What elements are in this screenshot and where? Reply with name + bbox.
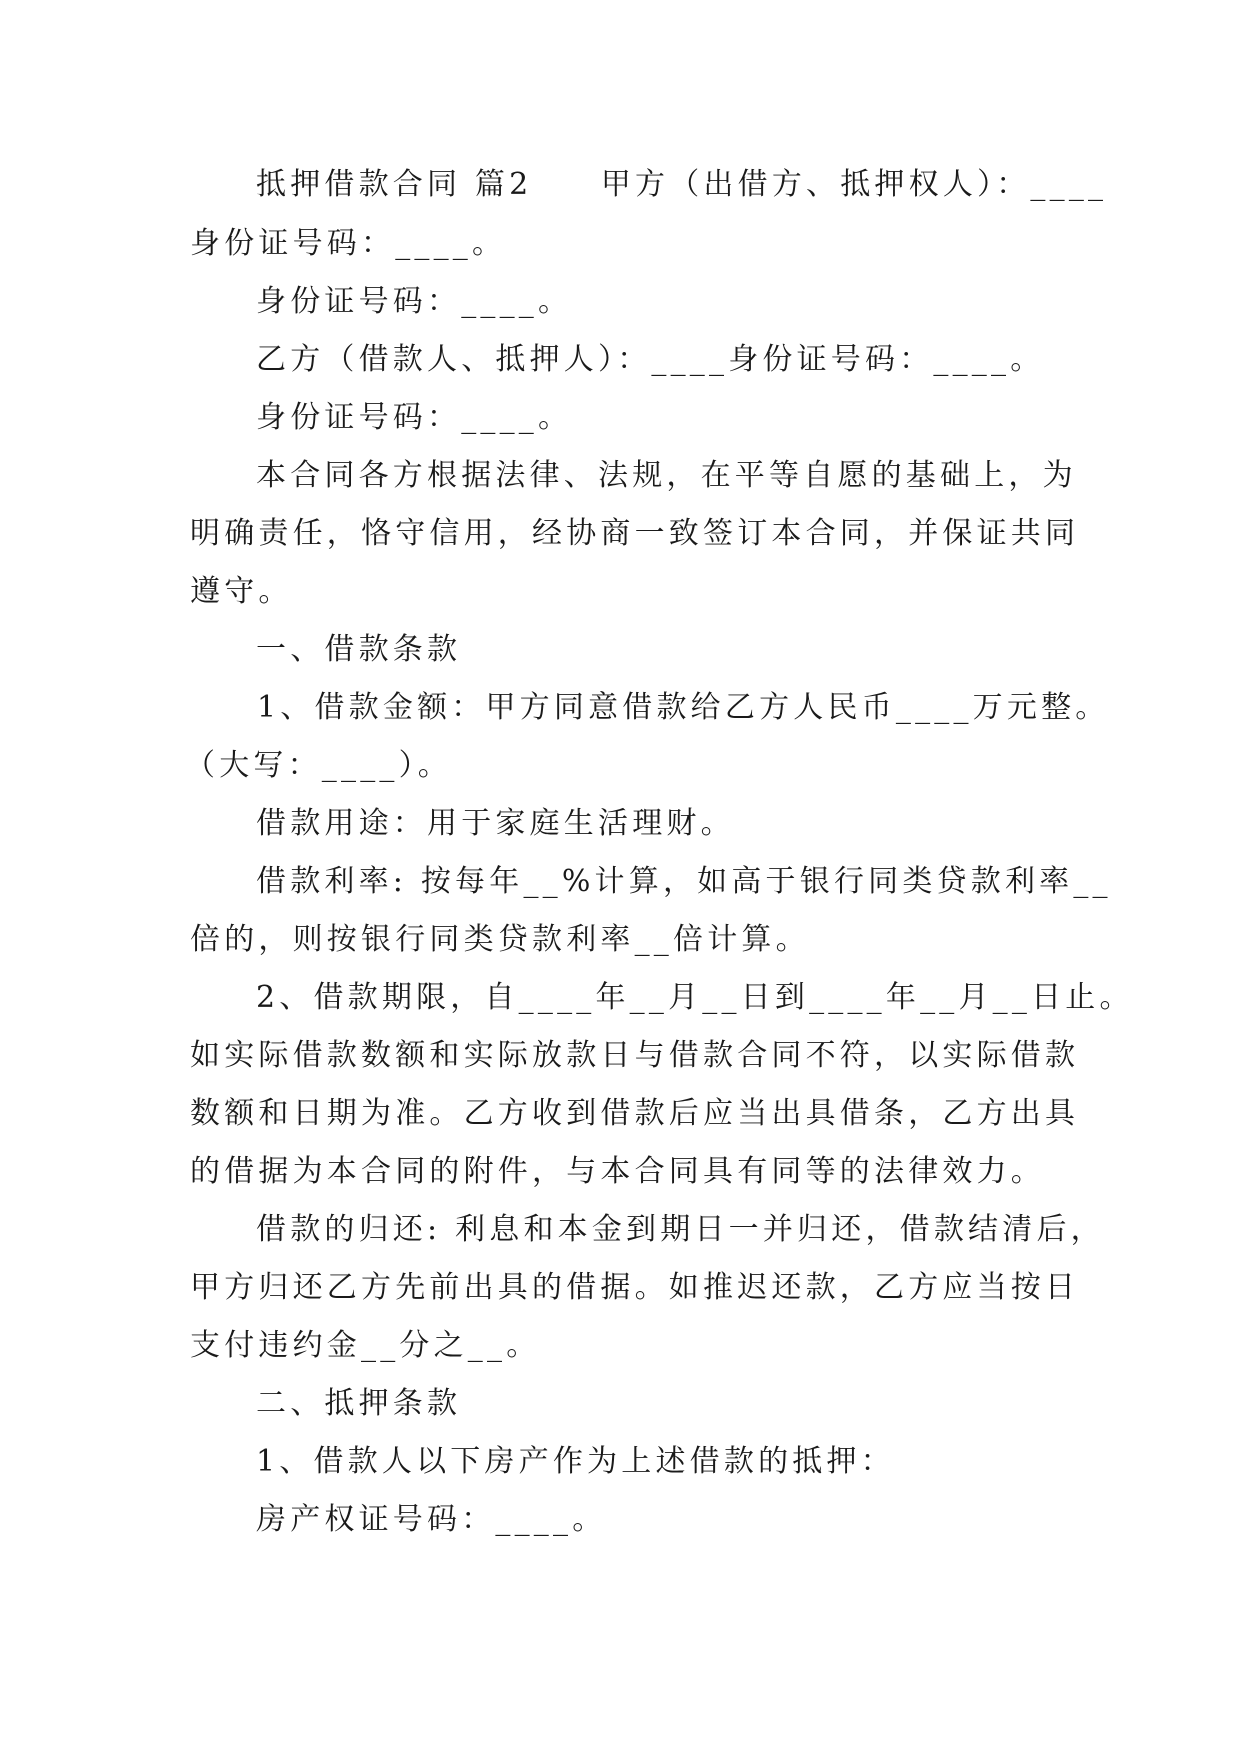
doc-line: 明确责任，恪守信用，经协商一致签订本合同，并保证共同: [190, 516, 1080, 551]
doc-line: 身份证号码：____。: [190, 226, 507, 261]
doc-line: （大写：____）。: [185, 748, 452, 783]
doc-line: 房产权证号码：____。: [256, 1502, 607, 1537]
doc-line: 支付违约金__分之__。: [190, 1328, 541, 1363]
doc-line: 身份证号码：____。: [256, 284, 573, 319]
doc-line: 借款用途：用于家庭生活理财。: [256, 806, 735, 841]
doc-line: 乙方（借款人、抵押人）：____身份证号码：____。: [256, 342, 1045, 377]
doc-line: 甲方归还乙方先前出具的借据。如推迟还款，乙方应当按日: [190, 1270, 1080, 1305]
doc-line: 身份证号码：____。: [256, 400, 573, 435]
doc-line: 借款利率: 按每年__%计算，如高于银行同类贷款利率__: [256, 864, 1112, 899]
doc-line: 倍的，则按银行同类贷款利率__倍计算。: [190, 922, 810, 957]
doc-line: 2、借款期限，自____年__月__日到____年__月__日止。: [256, 980, 1134, 1015]
doc-line-title: 抵押借款合同 篇2 甲方（出借方、抵押权人）：____: [256, 167, 1108, 202]
doc-line: 本合同各方根据法律、法规，在平等自愿的基础上，为: [256, 458, 1077, 493]
doc-line: 的借据为本合同的附件，与本合同具有同等的法律效力。: [190, 1154, 1045, 1189]
doc-line: 数额和日期为准。乙方收到借款后应当出具借条，乙方出具: [190, 1096, 1080, 1131]
doc-line: 遵守。: [190, 574, 293, 609]
doc-line: 借款的归还: 利息和本金到期日一并归还，借款结清后，: [256, 1212, 1105, 1247]
doc-line: 1、借款金额：甲方同意借款给乙方人民币____万元整。: [257, 690, 1110, 725]
section-heading: 二、抵押条款: [256, 1386, 462, 1421]
doc-line: 1、借款人以下房产作为上述借款的抵押：: [256, 1444, 895, 1479]
doc-line: 如实际借款数额和实际放款日与借款合同不符，以实际借款: [190, 1038, 1080, 1073]
section-heading: 一、借款条款: [256, 632, 462, 667]
